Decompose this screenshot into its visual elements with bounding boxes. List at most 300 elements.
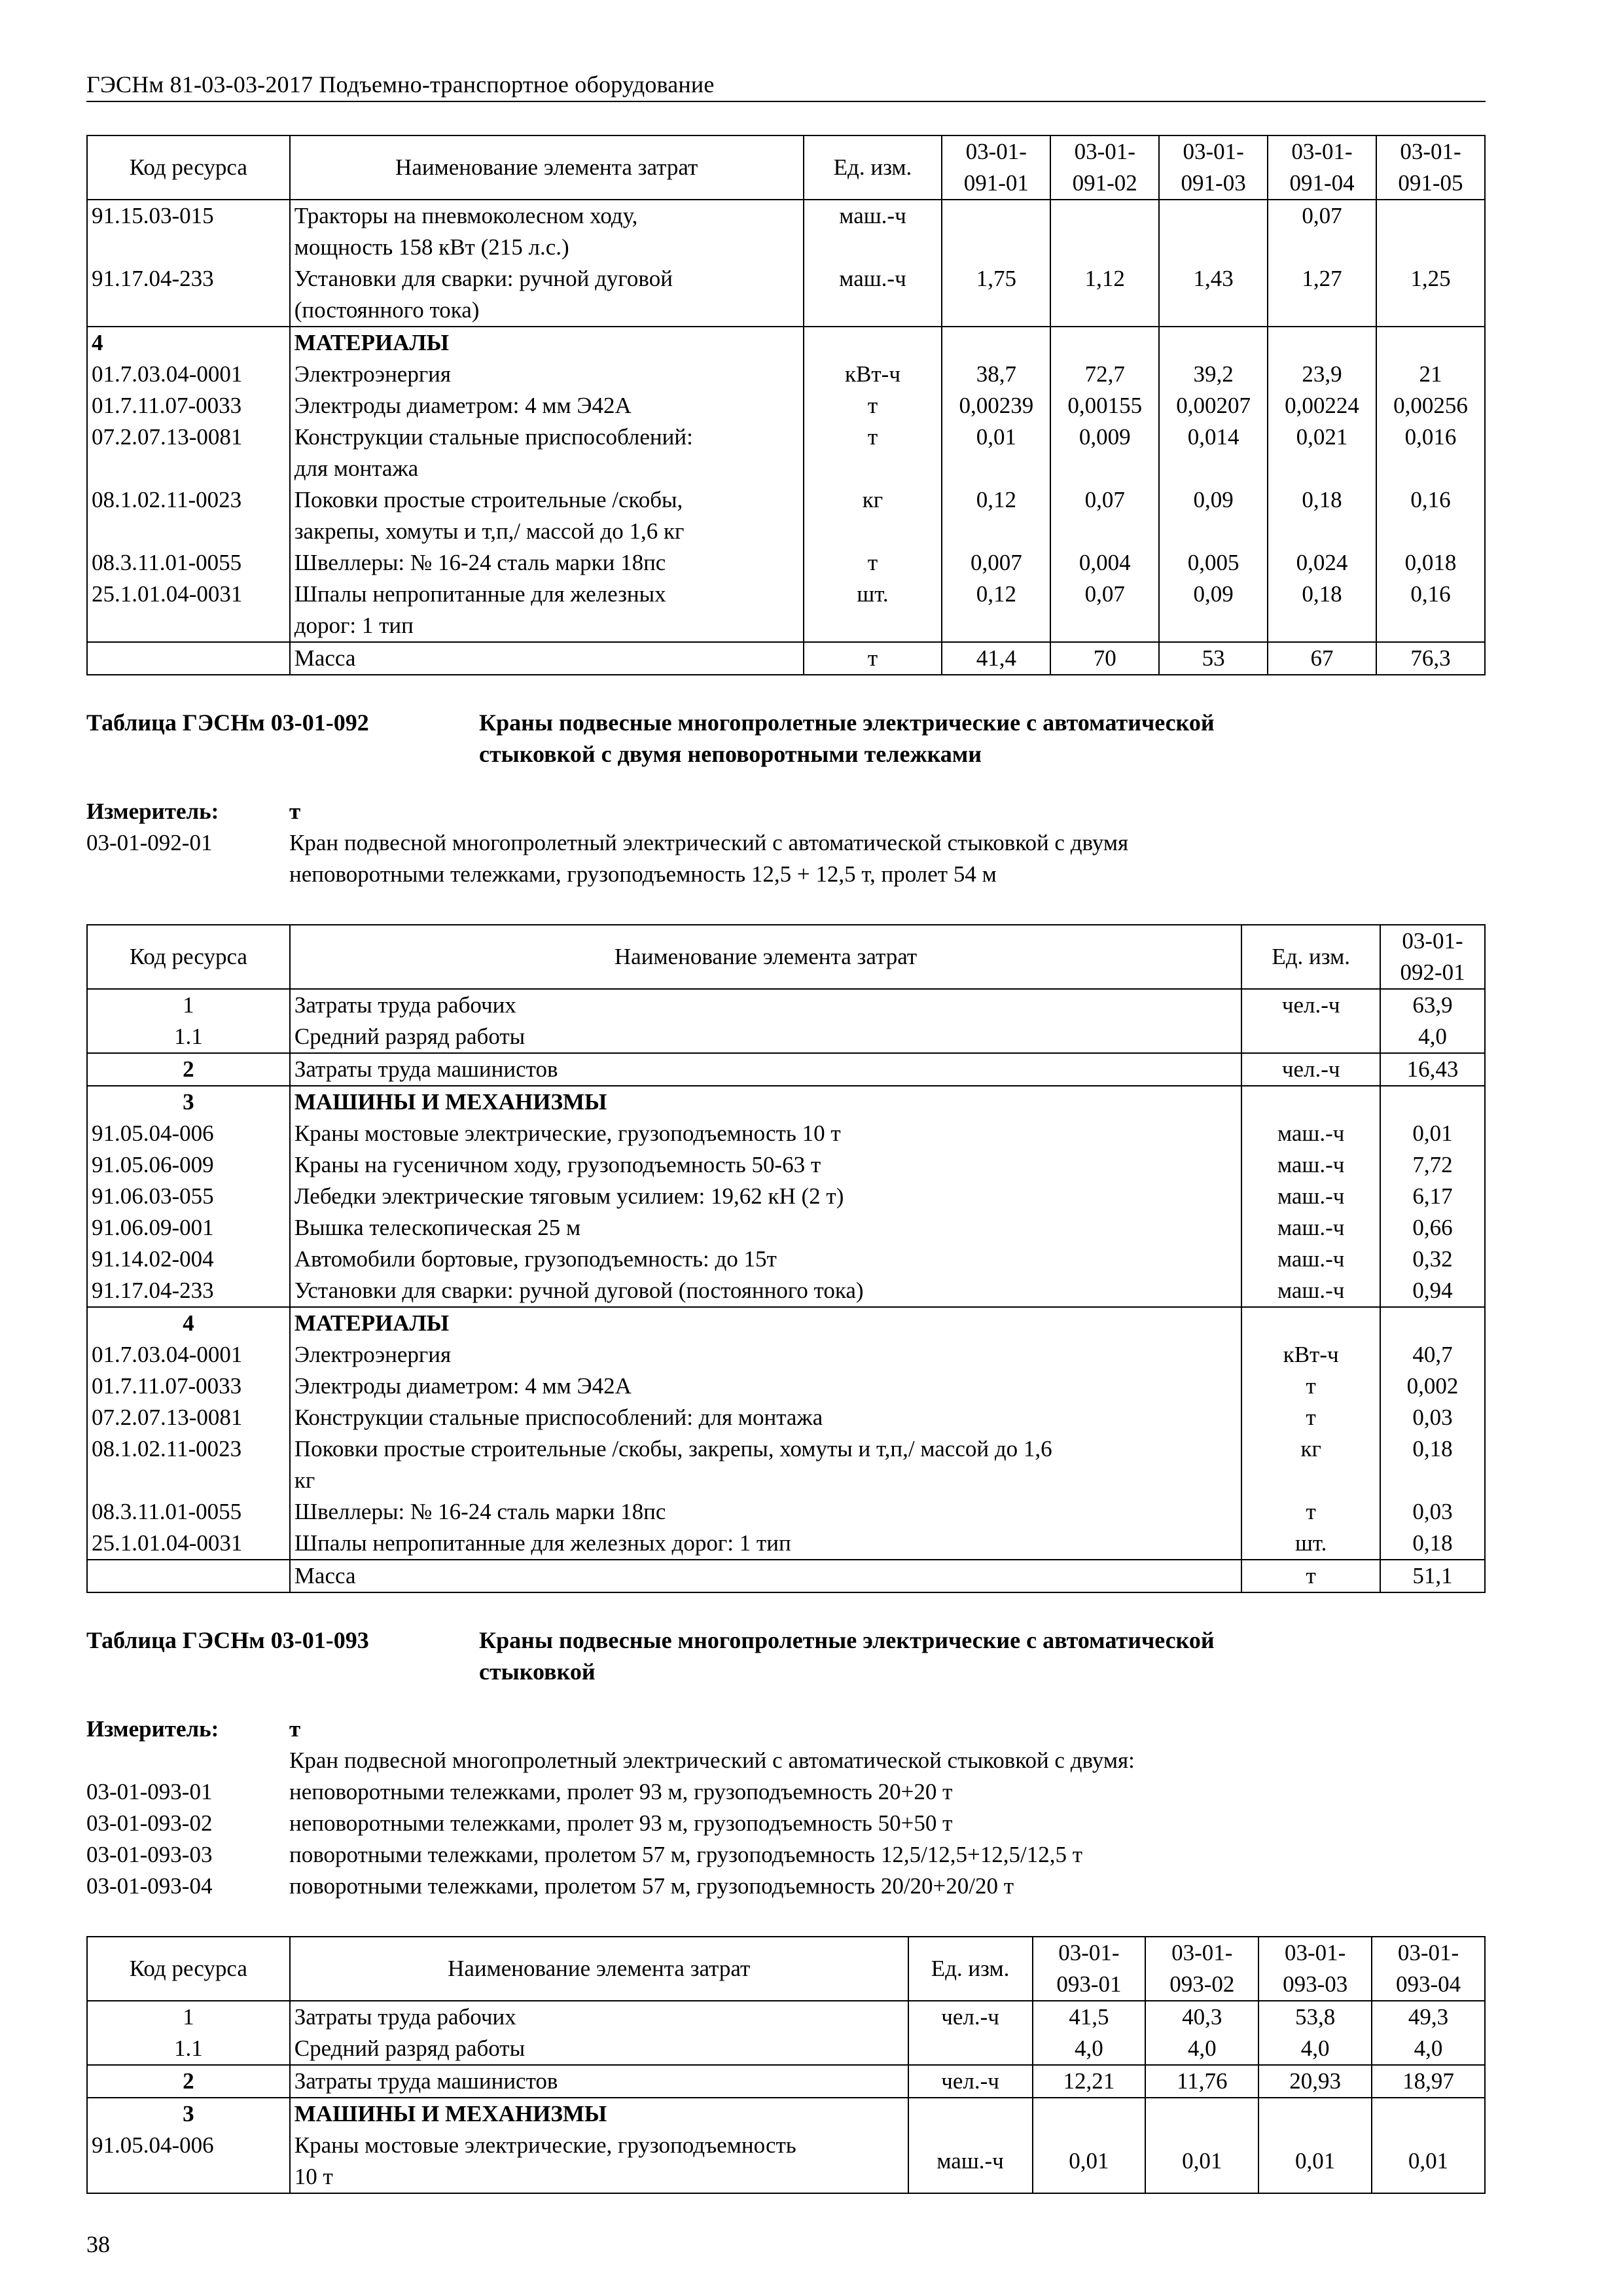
col-header-norm: [1268, 135, 1376, 200]
table-caption-line: Краны подвесные многопролетные электрические с автоматической: [479, 1627, 1215, 1653]
norm-value: 4,0: [1380, 1021, 1485, 1053]
name-line: Швеллеры: № 16-24 сталь марки 18пс: [294, 550, 666, 575]
resource-code: 91.17.04-233: [87, 263, 290, 327]
measure-intro: [86, 1745, 1486, 1776]
col-header-line: 093-03: [1283, 1971, 1348, 1997]
norm-value: 0,01: [1372, 2130, 1485, 2193]
table-row: [87, 989, 1485, 1021]
table-row: [87, 1149, 1485, 1181]
norm-value: 0,01: [1145, 2130, 1258, 2193]
table-row: [87, 1371, 1485, 1402]
measure-item-code: 03-01-093-04: [86, 1873, 213, 1899]
norm-value: 4,0: [1033, 2033, 1146, 2065]
col-header-norm: [1145, 1937, 1258, 2001]
measure-item: [86, 1776, 1486, 1808]
cost-element-name: [290, 2033, 908, 2065]
table-row: [87, 642, 1485, 675]
unit-of-measure: т: [804, 390, 942, 422]
norm-value: 72,7: [1050, 359, 1159, 390]
cost-element-name: [290, 1528, 1241, 1560]
name-line: МАШИНЫ И МЕХАНИЗМЫ: [294, 2101, 607, 2126]
table-row: [87, 1021, 1485, 1053]
page-number: 38: [86, 2231, 110, 2257]
col-header-line: 091-02: [1072, 170, 1137, 196]
table-caption-line: стыковкой с двумя неповоротными тележками: [479, 741, 982, 767]
name-line: Конструкции стальные приспособлений:: [294, 424, 693, 450]
table-row: [87, 484, 1485, 547]
norm-value: 40,3: [1145, 2001, 1258, 2033]
norm-value: 0,18: [1268, 579, 1376, 642]
norm-value: 1,43: [1159, 263, 1268, 327]
norm-value: [1380, 1307, 1485, 1339]
table-row: [87, 1244, 1485, 1275]
norm-value: 41,4: [942, 642, 1050, 675]
cost-element-name: [290, 1212, 1241, 1244]
norm-value: 0,014: [1159, 422, 1268, 484]
name-line: Затраты труда машинистов: [294, 1056, 558, 1082]
unit-of-measure: кВт-ч: [804, 359, 942, 390]
resource-code: 3: [87, 1086, 290, 1118]
resource-code: 25.1.01.04-0031: [87, 579, 290, 642]
document-page: [86, 71, 1486, 2194]
name-line: Масса: [294, 645, 356, 671]
norm-value: 20,93: [1258, 2065, 1372, 2098]
measure-item-text: [289, 827, 1486, 890]
norm-value: 0,16: [1376, 484, 1485, 547]
name-line: Электроды диаметром: 4 мм Э42А: [294, 1373, 632, 1399]
norm-value: 76,3: [1376, 642, 1485, 675]
norm-value: 0,07: [1050, 579, 1159, 642]
col-header-line: 091-04: [1289, 170, 1355, 196]
name-line: Средний разряд работы: [294, 2036, 526, 2061]
col-header-line: 03-01-: [1171, 1940, 1233, 1965]
col-header-norm: [942, 135, 1050, 200]
norm-value: 0,01: [1380, 1118, 1485, 1149]
table-row: [87, 1181, 1485, 1212]
cost-element-name: [290, 2098, 908, 2130]
resource-code: 08.1.02.11-0023: [87, 1433, 290, 1496]
table-row: [87, 263, 1485, 327]
col-header-norm: [1258, 1937, 1372, 2001]
unit-of-measure: [1241, 1021, 1380, 1053]
resource-code: 91.05.06-009: [87, 1149, 290, 1181]
norm-value: 1,25: [1376, 263, 1485, 327]
norm-value: 0,009: [1050, 422, 1159, 484]
name-line: Поковки простые строительные /скобы,: [294, 487, 683, 512]
resource-table-091: [86, 135, 1486, 675]
cost-element-name: [290, 2065, 908, 2098]
table-row: [87, 1053, 1485, 1086]
table-row: [87, 200, 1485, 263]
col-header-norm: [1033, 1937, 1146, 2001]
name-line: Конструкции стальные приспособлений: для монтажа: [294, 1405, 823, 1430]
norm-value: 63,9: [1380, 989, 1485, 1021]
col-header-line: 091-01: [963, 170, 1029, 196]
table-header-row: [87, 135, 1485, 200]
unit-of-measure: т: [804, 642, 942, 675]
unit-of-measure: [908, 2033, 1033, 2065]
col-header-line: 093-01: [1056, 1971, 1122, 1997]
measure-label: Измеритель:: [86, 1716, 219, 1742]
unit-of-measure: т: [1241, 1402, 1380, 1433]
measure-block-092: [86, 796, 1486, 890]
norm-value: 23,9: [1268, 359, 1376, 390]
norm-value: 6,17: [1380, 1181, 1485, 1212]
norm-value: 67: [1268, 642, 1376, 675]
norm-value: 0,32: [1380, 1244, 1485, 1275]
norm-value: 0,07: [1050, 484, 1159, 547]
name-line: (постоянного тока): [294, 297, 480, 323]
table-row: [87, 1339, 1485, 1371]
table-row: [87, 547, 1485, 579]
name-line: дорог: 1 тип: [294, 613, 414, 638]
norm-value: [1050, 200, 1159, 263]
cost-element-name: [290, 200, 804, 263]
resource-code: 91.05.04-006: [87, 2130, 290, 2193]
col-header-line: 092-01: [1400, 960, 1465, 985]
table-title-092: [86, 707, 1486, 770]
table-row: [87, 1433, 1485, 1496]
cost-element-name: [290, 1402, 1241, 1433]
col-header-name: Наименование элемента затрат: [290, 1937, 908, 2001]
measure-item: [86, 827, 1486, 890]
resource-code: 1.1: [87, 1021, 290, 1053]
table-row: [87, 1402, 1485, 1433]
norm-value: 18,97: [1372, 2065, 1485, 2098]
norm-value: 21: [1376, 359, 1485, 390]
measure-item-code: 03-01-093-01: [86, 1779, 213, 1804]
cost-element-name: [290, 642, 804, 675]
cost-element-name: [290, 327, 804, 359]
cost-element-name: [290, 1053, 1241, 1086]
col-header-line: 03-01-: [1291, 139, 1353, 164]
unit-of-measure: маш.-ч: [1241, 1149, 1380, 1181]
norm-value: [1258, 2098, 1372, 2130]
name-line: Электроэнергия: [294, 1342, 452, 1367]
resource-code: 08.3.11.01-0055: [87, 1496, 290, 1528]
measure-item-line: неповоротными тележками, грузоподъемность 12,5 + 12,5 т, пролет 54 м: [289, 861, 997, 887]
measure-unit: т: [289, 1716, 301, 1742]
unit-of-measure: маш.-ч: [1241, 1212, 1380, 1244]
resource-code: 01.7.03.04-0001: [87, 1339, 290, 1371]
name-line: Шпалы непропитанные для железных: [294, 581, 666, 607]
norm-value: 0,002: [1380, 1371, 1485, 1402]
resource-code: 07.2.07.13-0081: [87, 1402, 290, 1433]
cost-element-name: [290, 422, 804, 484]
col-header-code: Код ресурса: [87, 925, 290, 989]
name-line: Масса: [294, 1563, 356, 1588]
resource-code: 25.1.01.04-0031: [87, 1528, 290, 1560]
col-header-line: 03-01-: [1400, 139, 1461, 164]
norm-value: 0,004: [1050, 547, 1159, 579]
measure-item-text: [289, 1839, 1486, 1871]
col-header-code: Код ресурса: [87, 135, 290, 200]
norm-value: [1050, 327, 1159, 359]
norm-value: 0,016: [1376, 422, 1485, 484]
cost-element-name: [290, 1560, 1241, 1592]
col-header-unit: Ед. изм.: [1241, 925, 1380, 989]
name-line: кг: [294, 1467, 315, 1493]
table-caption: [479, 707, 1486, 770]
cost-element-name: [290, 1496, 1241, 1528]
norm-value: 0,12: [942, 579, 1050, 642]
norm-value: 0,09: [1159, 579, 1268, 642]
cost-element-name: [290, 1275, 1241, 1307]
norm-value: 0,024: [1268, 547, 1376, 579]
measure-item-line: поворотными тележками, пролетом 57 м, грузоподъемность 12,5/12,5+12,5/12,5 т: [289, 1842, 1083, 1867]
resource-code: 3: [87, 2098, 290, 2130]
cost-element-name: [290, 1118, 1241, 1149]
norm-value: [1159, 327, 1268, 359]
norm-value: 7,72: [1380, 1149, 1485, 1181]
norm-value: 0,021: [1268, 422, 1376, 484]
norm-value: 0,00207: [1159, 390, 1268, 422]
col-header-code: Код ресурса: [87, 1937, 290, 2001]
unit-of-measure: маш.-ч: [1241, 1275, 1380, 1307]
name-line: Установки для сварки: ручной дуговой: [294, 266, 673, 291]
name-line: мощность 158 кВт (215 л.с.): [294, 234, 569, 260]
unit-of-measure: чел.-ч: [908, 2001, 1033, 2033]
unit-of-measure: маш.-ч: [804, 263, 942, 327]
name-line: МАТЕРИАЛЫ: [294, 330, 449, 355]
norm-value: [1376, 327, 1485, 359]
resource-code: 91.14.02-004: [87, 1244, 290, 1275]
measure-intro-text: Кран подвесной многопролетный электрический с автоматической стыковкой с двумя:: [289, 1748, 1135, 1773]
measure-line: [86, 796, 1486, 827]
norm-value: [1380, 1086, 1485, 1118]
col-header-norm: [1376, 135, 1485, 200]
table-row: [87, 359, 1485, 390]
unit-of-measure: маш.-ч: [804, 200, 942, 263]
section-row: [87, 327, 1485, 359]
norm-value: [942, 200, 1050, 263]
cost-element-name: [290, 1371, 1241, 1402]
unit-of-measure: кг: [804, 484, 942, 547]
resource-code: 07.2.07.13-0081: [87, 422, 290, 484]
resource-code: 1.1: [87, 2033, 290, 2065]
name-line: Краны мостовые электрические, грузоподъемность 10 т: [294, 1121, 841, 1146]
cost-element-name: [290, 1086, 1241, 1118]
unit-of-measure: кВт-ч: [1241, 1339, 1380, 1371]
norm-value: 0,03: [1380, 1496, 1485, 1528]
measure-item-text: [289, 1871, 1486, 1902]
unit-of-measure: маш.-ч: [1241, 1244, 1380, 1275]
resource-table-092: [86, 924, 1486, 1593]
norm-value: 49,3: [1372, 2001, 1485, 2033]
table-header-row: [87, 1937, 1485, 2001]
norm-value: 53,8: [1258, 2001, 1372, 2033]
measure-item-code: 03-01-092-01: [86, 830, 213, 855]
col-header-norm: [1159, 135, 1268, 200]
resource-code: 91.17.04-233: [87, 1275, 290, 1307]
unit-of-measure: т: [1241, 1560, 1380, 1592]
measure-item-text: [289, 1808, 1486, 1839]
norm-value: 0,01: [1258, 2130, 1372, 2193]
measure-label: Измеритель:: [86, 798, 219, 824]
resource-code: 91.15.03-015: [87, 200, 290, 263]
table-row: [87, 2130, 1485, 2193]
col-header-line: 093-02: [1169, 1971, 1235, 1997]
table-row: [87, 1275, 1485, 1307]
section-row: [87, 1086, 1485, 1118]
table-row: [87, 390, 1485, 422]
table-row: [87, 1212, 1485, 1244]
norm-value: 0,18: [1268, 484, 1376, 547]
cost-element-name: [290, 989, 1241, 1021]
cost-element-name: [290, 1244, 1241, 1275]
norm-value: 0,00155: [1050, 390, 1159, 422]
unit-of-measure: т: [1241, 1496, 1380, 1528]
name-line: Затраты труда машинистов: [294, 2068, 558, 2094]
unit-of-measure: [1241, 1086, 1380, 1118]
resource-code: 01.7.11.07-0033: [87, 1371, 290, 1402]
resource-code: 91.05.04-006: [87, 1118, 290, 1149]
resource-code: [87, 1560, 290, 1592]
table-number: Таблица ГЭСНм 03-01-092: [86, 709, 369, 736]
table-caption-line: стыковкой: [479, 1659, 596, 1685]
table-row: [87, 1560, 1485, 1592]
table-row: [87, 422, 1485, 484]
name-line: Вышка телескопическая 25 м: [294, 1215, 581, 1240]
unit-of-measure: чел.-ч: [1241, 1053, 1380, 1086]
name-line: для монтажа: [294, 456, 419, 481]
unit-of-measure: т: [1241, 1371, 1380, 1402]
measure-item-line: неповоротными тележками, пролет 93 м, грузоподъемность 50+50 т: [289, 1810, 953, 1836]
norm-value: 4,0: [1258, 2033, 1372, 2065]
norm-value: 0,005: [1159, 547, 1268, 579]
table-row: [87, 2001, 1485, 2033]
cost-element-name: [290, 1339, 1241, 1371]
col-header-line: 03-01-: [1058, 1940, 1120, 1965]
unit-of-measure: маш.-ч: [1241, 1181, 1380, 1212]
norm-value: 1,27: [1268, 263, 1376, 327]
norm-value: 0,18: [1380, 1433, 1485, 1496]
unit-of-measure: кг: [1241, 1433, 1380, 1496]
cost-element-name: [290, 484, 804, 547]
measure-item: [86, 1871, 1486, 1902]
col-header-norm: [1372, 1937, 1485, 2001]
measure-item-text: [289, 1776, 1486, 1808]
norm-value: 0,03: [1380, 1402, 1485, 1433]
name-line: Краны на гусеничном ходу, грузоподъемность 50-63 т: [294, 1152, 821, 1177]
norm-value: 0,07: [1268, 200, 1376, 263]
cost-element-name: [290, 1307, 1241, 1339]
norm-value: [1372, 2098, 1485, 2130]
table-caption: [479, 1624, 1486, 1687]
norm-value: 0,94: [1380, 1275, 1485, 1307]
norm-value: 38,7: [942, 359, 1050, 390]
col-header-line: 03-01-: [1074, 139, 1135, 164]
measure-line: [86, 1713, 1486, 1745]
norm-value: 0,66: [1380, 1212, 1485, 1244]
resource-code: 1: [87, 2001, 290, 2033]
unit-of-measure: чел.-ч: [1241, 989, 1380, 1021]
table-title-093: [86, 1624, 1486, 1687]
norm-value: [1376, 200, 1485, 263]
norm-value: [1145, 2098, 1258, 2130]
col-header-norm: [1050, 135, 1159, 200]
name-line: 10 т: [294, 2164, 333, 2189]
table-row: [87, 2033, 1485, 2065]
norm-value: 0,00224: [1268, 390, 1376, 422]
col-header-line: 03-01-: [1183, 139, 1244, 164]
norm-value: 1,12: [1050, 263, 1159, 327]
name-line: Средний разряд работы: [294, 1024, 526, 1049]
norm-value: 12,21: [1033, 2065, 1146, 2098]
name-line: Краны мостовые электрические, грузоподъемность: [294, 2132, 796, 2158]
unit-of-measure: т: [804, 422, 942, 484]
norm-value: 53: [1159, 642, 1268, 675]
resource-code: 1: [87, 989, 290, 1021]
name-line: МАТЕРИАЛЫ: [294, 1310, 450, 1336]
norm-value: 1,75: [942, 263, 1050, 327]
resource-code: 08.3.11.01-0055: [87, 547, 290, 579]
name-line: Тракторы на пневмоколесном ходу,: [294, 203, 638, 228]
measure-unit: т: [289, 798, 301, 824]
norm-value: 0,00239: [942, 390, 1050, 422]
name-line: МАШИНЫ И МЕХАНИЗМЫ: [294, 1089, 607, 1115]
unit-of-measure: маш.-ч: [908, 2130, 1033, 2193]
col-header-line: 03-01-: [1284, 1940, 1346, 1965]
norm-value: 4,0: [1372, 2033, 1485, 2065]
norm-value: 0,007: [942, 547, 1050, 579]
cost-element-name: [290, 579, 804, 642]
col-header-line: 03-01-: [1402, 928, 1463, 954]
col-header-line: 093-04: [1395, 1971, 1461, 1997]
col-header-line: 091-03: [1181, 170, 1246, 196]
table-row: [87, 1528, 1485, 1560]
measure-block-093: [86, 1713, 1486, 1902]
cost-element-name: [290, 2001, 908, 2033]
name-line: Автомобили бортовые, грузоподъемность: до 15т: [294, 1246, 777, 1272]
cost-element-name: [290, 263, 804, 327]
resource-code: 01.7.11.07-0033: [87, 390, 290, 422]
name-line: Затраты труда рабочих: [294, 2004, 516, 2030]
cost-element-name: [290, 390, 804, 422]
norm-value: 0,01: [1033, 2130, 1146, 2193]
table-row: [87, 1496, 1485, 1528]
table-header-row: [87, 925, 1485, 989]
resource-code: 01.7.03.04-0001: [87, 359, 290, 390]
col-header-line: 03-01-: [965, 139, 1027, 164]
norm-value: [1268, 327, 1376, 359]
measure-item-line: поворотными тележками, пролетом 57 м, грузоподъемность 20/20+20/20 т: [289, 1873, 1014, 1899]
measure-item: [86, 1808, 1486, 1839]
norm-value: 0,16: [1376, 579, 1485, 642]
norm-value: 0,018: [1376, 547, 1485, 579]
resource-code: 08.1.02.11-0023: [87, 484, 290, 547]
norm-value: 39,2: [1159, 359, 1268, 390]
measure-item-line: Кран подвесной многопролетный электрический с автоматической стыковкой с двумя: [289, 830, 1129, 855]
col-header-unit: Ед. изм.: [908, 1937, 1033, 2001]
unit-of-measure: [1241, 1307, 1380, 1339]
running-header: ГЭСНм 81-03-03-2017 Подъемно-транспортное оборудование: [86, 71, 1486, 102]
norm-value: 0,09: [1159, 484, 1268, 547]
section-row: [87, 2098, 1485, 2130]
col-header-name: Наименование элемента затрат: [290, 135, 804, 200]
name-line: Электроэнергия: [294, 361, 452, 387]
table-row: [87, 2065, 1485, 2098]
col-header-norm: [1380, 925, 1485, 989]
norm-value: 0,12: [942, 484, 1050, 547]
name-line: Швеллеры: № 16-24 сталь марки 18пс: [294, 1499, 666, 1524]
measure-item: [86, 1839, 1486, 1871]
table-row: [87, 579, 1485, 642]
name-line: Поковки простые строительные /скобы, закрепы, хомуты и т,п,/ массой до 1,6: [294, 1436, 1052, 1462]
section-row: [87, 1307, 1485, 1339]
name-line: Электроды диаметром: 4 мм Э42А: [294, 393, 632, 418]
norm-value: 0,00256: [1376, 390, 1485, 422]
